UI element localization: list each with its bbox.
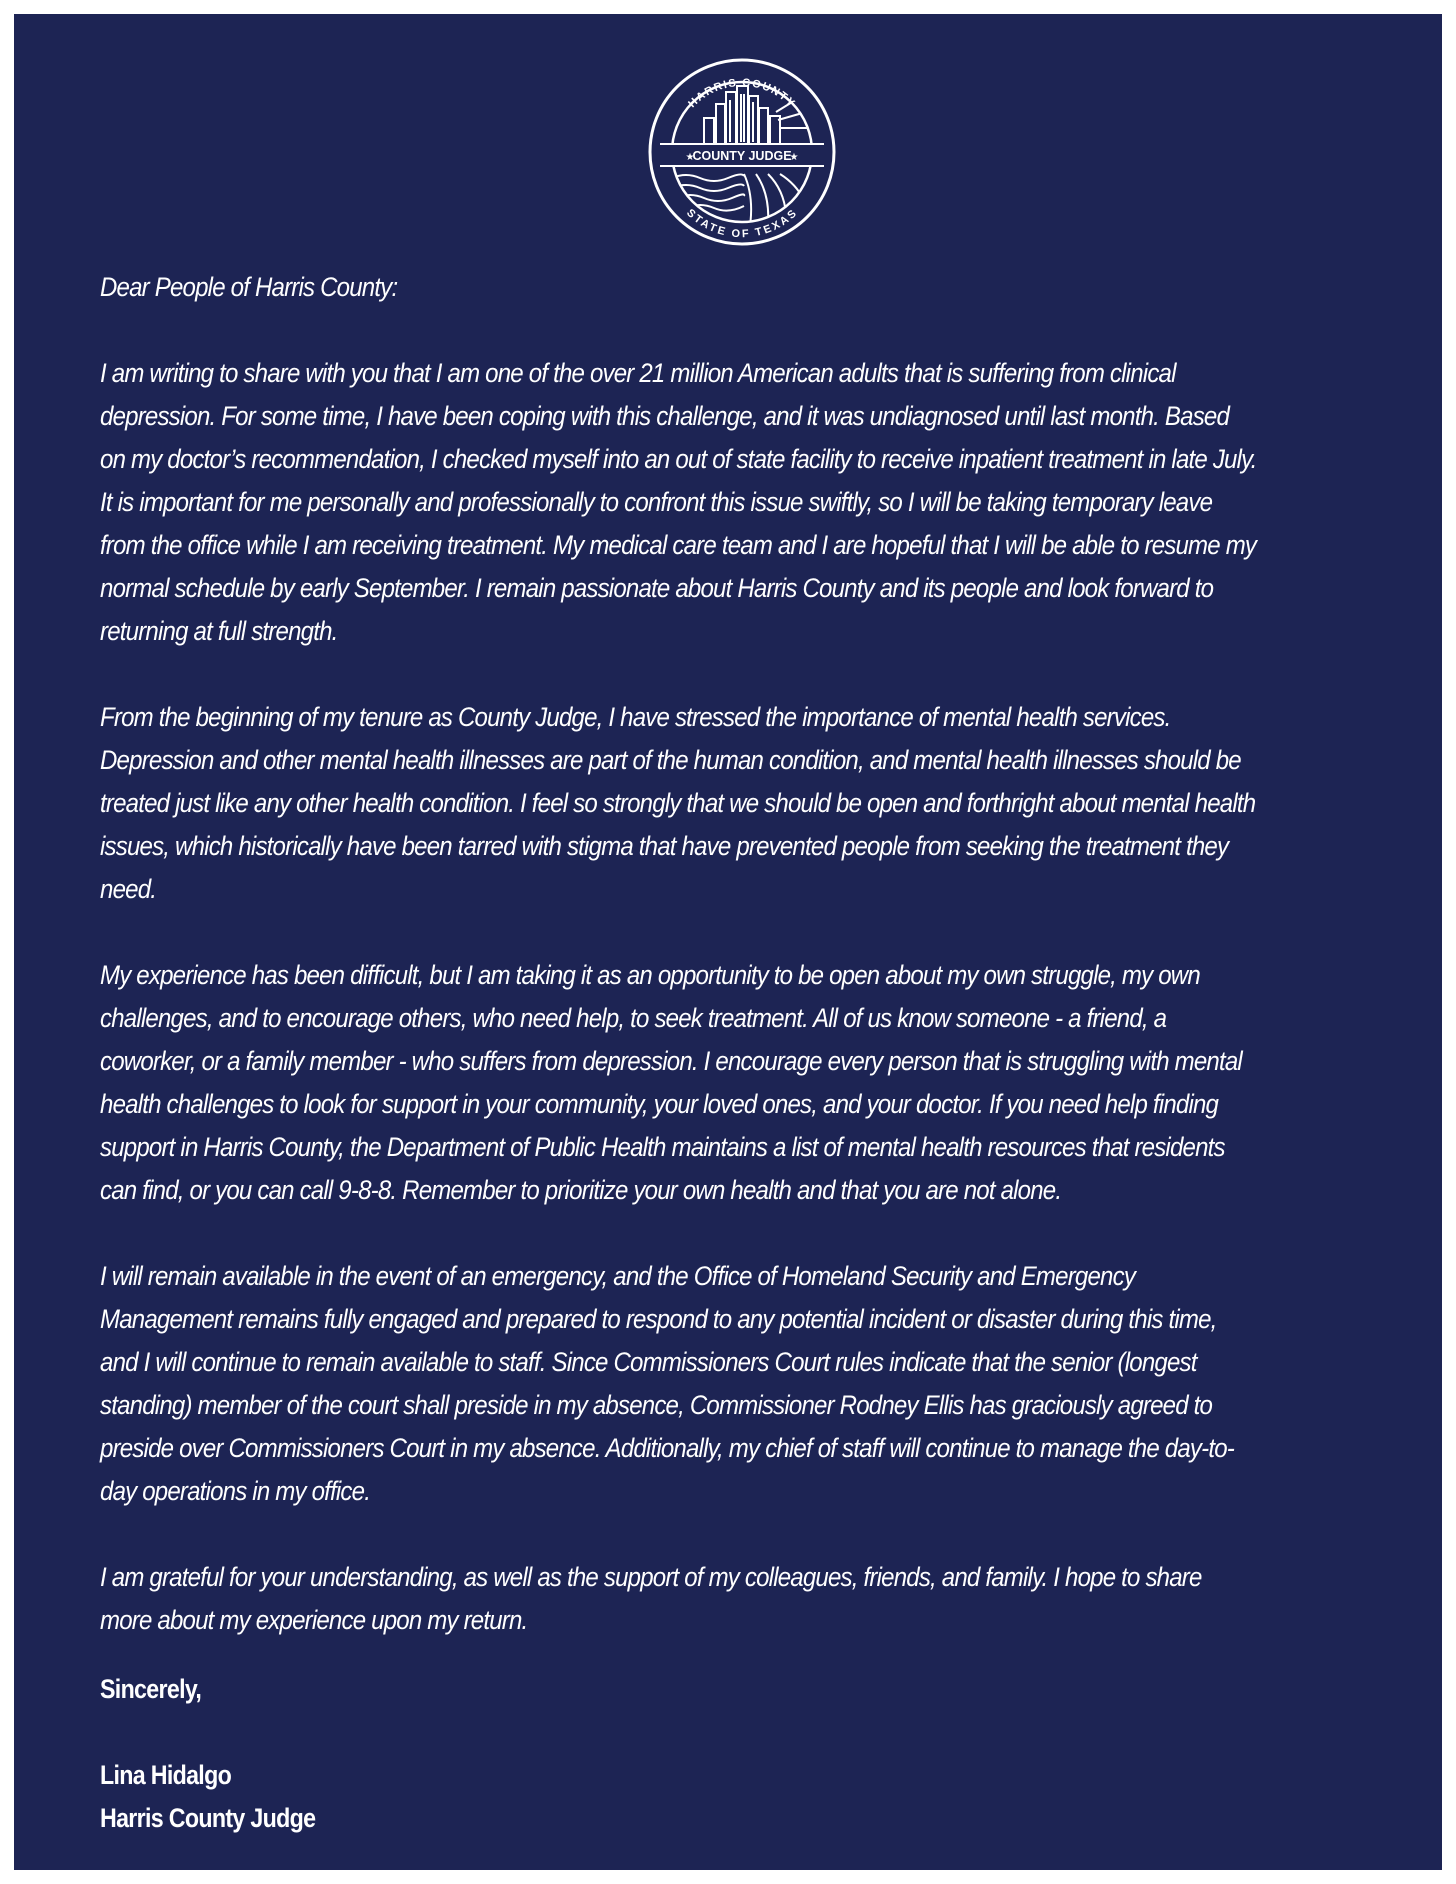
star-icon: ★ — [789, 152, 799, 163]
letter-paragraph: I am grateful for your understanding, as well as the support of my colleagues, friends, and family. I hope to share more about my experience upon my return. — [100, 1562, 1202, 1635]
signer-name: Lina Hidalgo — [100, 1760, 232, 1790]
seal-top-text: HARRIS COUNTY — [686, 76, 798, 111]
letter-paragraph: I will remain available in the event of an emergency, and the Office of Homeland Security and Emergency Management remains fully engaged and prepared to respond to any potential incident or disaster during this time, and I will continue to remain available to staff. Since Commissioners Court rules indicate that the senior (longest standing) member of the court shall preside in my absence, Commissioner Rodney Ellis has graciously agreed to preside over Commissioners Court in my absence. Additionally, my chief of staff will continue to manage the day-to-day operations in my office. — [100, 1261, 1234, 1506]
letter-paragraph: I am writing to share with you that I am one of the over 21 million American adults that is suffering from clinical depression. For some time, I have been coping with this challenge, and it was undiagnosed until last month. Based on my doctor’s recommendation, I checked myself into an out of state facility to receive inpatient treatment in late July. It is important for me personally and professionally to confront this issue swiftly, so I will be taking temporary leave from the office while I am receiving treatment. My medical care team and I are hopeful that I will be able to resume my normal schedule by early September. I remain passionate about Harris County and its people and look forward to returning at full strength. — [100, 358, 1257, 646]
seal-bottom-text: STATE OF TEXAS — [684, 206, 800, 241]
letter-page — [14, 14, 1442, 1870]
county-judge-seal — [646, 56, 838, 248]
letter-body — [100, 266, 1257, 1685]
letter-paragraph: My experience has been difficult, but I am taking it as an opportunity to be open about my own struggle, my own challenges, and to encourage others, who need help, to seek treatment. All of us know someone - a friend, a coworker, or a family member - who suffers from depression. I encourage every person that is struggling with mental health challenges to look for support in your community, your loved ones, and your doctor. If you need help finding support in Harris County, the Department of Public Health maintains a list of mental health resources that residents can find, or you can call 9-8-8. Remember to prioritize your own health and that you are not alone. — [100, 960, 1242, 1205]
signer-title: Harris County Judge — [100, 1803, 316, 1833]
seal-banner-text: COUNTY JUDGE — [692, 149, 792, 163]
letter-greeting: Dear People of Harris County: — [100, 272, 398, 302]
star-icon: ★ — [685, 152, 695, 163]
letter-signature-block — [100, 1668, 315, 1840]
letter-paragraph: From the beginning of my tenure as County Judge, I have stressed the importance of mental health services. Depression and other mental health illnesses are part of the human condition, and mental health illnesses should be treated just like any other health condition. I feel so strongly that we should be open and forthright about mental health issues, which historically have been tarred with stigma that have prevented people from seeking the treatment they need. — [100, 702, 1256, 904]
letter-closing: Sincerely, — [100, 1674, 202, 1704]
